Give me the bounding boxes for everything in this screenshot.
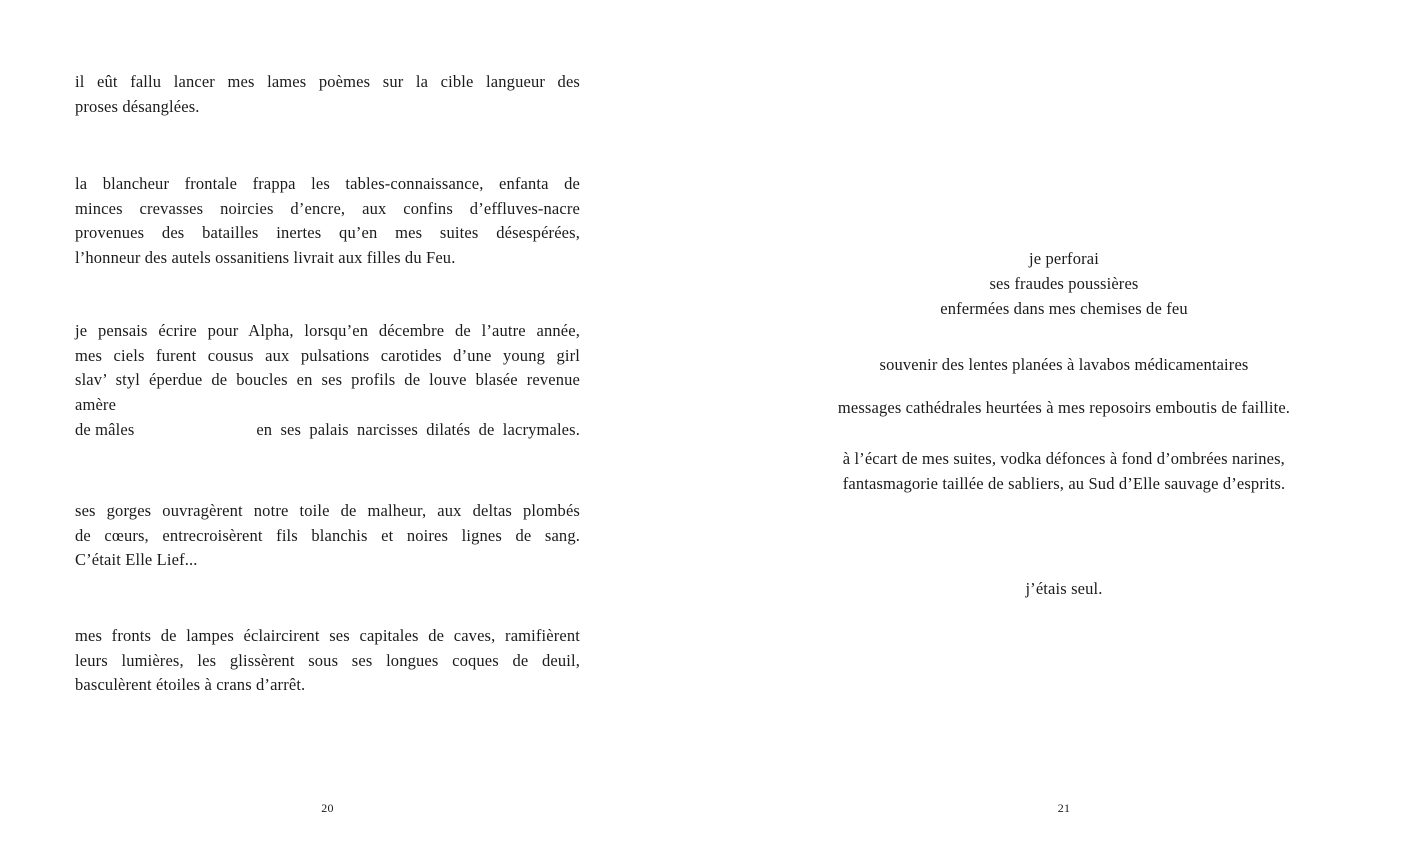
paragraph-4 bbox=[75, 499, 580, 573]
paragraph-5 bbox=[75, 624, 580, 698]
paragraph-3 bbox=[75, 319, 580, 443]
verse-group-4 bbox=[790, 446, 1338, 496]
poem-line: de cœurs, entrecroisèrent fils blanchis et noires lignes de sang. bbox=[75, 525, 580, 545]
poem-line: provenues des batailles inertes qu’en mes suites désespérées, bbox=[75, 223, 580, 243]
verse-group-5 bbox=[790, 576, 1338, 601]
poem-line-segment-left: de mâles bbox=[75, 419, 135, 439]
poem-line: amère bbox=[75, 395, 117, 415]
poem-line: j’étais seul. bbox=[1025, 579, 1103, 598]
poem-line-split bbox=[75, 418, 580, 443]
poem-line: souvenir des lentes planées à lavabos médicamentaires bbox=[879, 355, 1249, 374]
poem-line: fantasmagorie taillée de sabliers, au Sud d’Elle sauvage d’esprits. bbox=[842, 474, 1286, 493]
poem-line: à l’écart de mes suites, vodka défonces à fond d’ombrées narines, bbox=[842, 449, 1285, 468]
page-number-left: 20 bbox=[321, 801, 334, 815]
poem-line: enfermées dans mes chemises de feu bbox=[940, 299, 1188, 318]
verse-group-1 bbox=[790, 246, 1338, 321]
poem-line: la blancheur frontale frappa les tables-connaissance, enfanta de bbox=[75, 174, 580, 193]
poem-line-segment-right: en ses palais narcisses dilatés de lacrymales. bbox=[256, 419, 580, 439]
poem-line: slav’ styl éperdue de boucles en ses profils de louve blasée revenue bbox=[75, 370, 580, 390]
page-number-right: 21 bbox=[1057, 801, 1071, 815]
poem-line: C’était Elle Lief... bbox=[75, 550, 198, 570]
poem-line: proses désanglées. bbox=[75, 96, 200, 116]
poem-line: messages cathédrales heurtées à mes reposoirs emboutis de faillite. bbox=[837, 398, 1291, 417]
poem-line: je perforai bbox=[1029, 249, 1099, 268]
verse-group-3 bbox=[790, 395, 1338, 420]
poem-line: ses fraudes poussières bbox=[989, 274, 1139, 293]
poem-line: mes fronts de lampes éclaircirent ses capitales de caves, ramifièrent bbox=[75, 626, 580, 645]
poem-line: ses gorges ouvragèrent notre toile de malheur, aux deltas plombés bbox=[75, 501, 580, 520]
verse-group-2 bbox=[790, 352, 1338, 377]
paragraph-1 bbox=[75, 70, 580, 119]
poem-line: minces crevasses noircies d’encre, aux confins d’effluves-nacre bbox=[75, 198, 580, 218]
poem-line: basculèrent étoiles à crans d’arrêt. bbox=[75, 675, 306, 695]
poem-line: je pensais écrire pour Alpha, lorsqu’en décembre de l’autre année, bbox=[75, 321, 580, 340]
poem-line: il eût fallu lancer mes lames poèmes sur la cible langueur des bbox=[75, 72, 580, 91]
poem-line: mes ciels furent cousus aux pulsations carotides d’une young girl bbox=[75, 345, 580, 365]
poem-line: l’honneur des autels ossanitiens livrait aux filles du Feu. bbox=[75, 248, 456, 268]
poem-line: leurs lumières, les glissèrent sous ses longues coques de deuil, bbox=[75, 650, 580, 670]
paragraph-2 bbox=[75, 172, 580, 271]
